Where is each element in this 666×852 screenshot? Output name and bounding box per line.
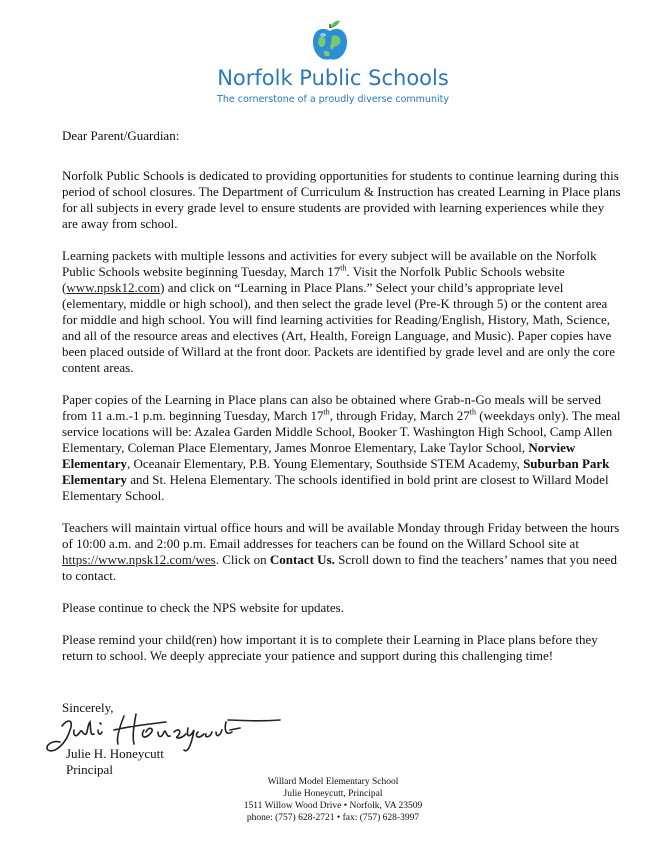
text-run: (weekdays only). The meal service locations will be: Azalea Garden Middle School, Booker T. Washington High School, Camp Allen Elementary, Coleman Place Elementary, James Monroe Elementary, Lake Taylor School, xyxy=(62,408,621,455)
text-run: Teachers will maintain virtual office hours and will be available Monday through Friday between the hours of 10:00 a.m. and 2:00 p.m. Email addresses for teachers can be found on the Willard School site at xyxy=(62,520,620,551)
text-run: and St. Helena Elementary. The schools identified in bold print are closest to Willard Model Elementary School. xyxy=(62,472,609,503)
paragraph-office-hours xyxy=(62,520,622,584)
text-run: Scroll down to find the teachers’ names that you need to contact. xyxy=(62,552,617,583)
paragraph-intro: Norfolk Public Schools is dedicated to providing opportunities for students to continue learning during this period of school closures. The Department of Curriculum & Instruction has created Learning in Place plans for all subjects in every grade level to ensure students are provided with learning experiences while they are away from school. xyxy=(62,168,621,231)
text-run: , through Friday, March 27 xyxy=(329,408,470,423)
paragraph-updates: Please continue to check the NPS website for updates. xyxy=(62,600,344,615)
org-tagline: The cornerstone of a proudly diverse community xyxy=(217,94,449,105)
npsk12-link[interactable]: www.npsk12.com xyxy=(66,280,161,295)
contact-us-text: Contact Us. xyxy=(269,552,335,567)
superscript: th xyxy=(340,263,347,273)
text-run: Paper copies of the Learning in Place plans can also be obtained where Grab-n-Go meals will be served from 11 a.m.-1 p.m. beginning Tuesday, March 17 xyxy=(62,392,601,423)
greeting: Dear Parent/Guardian: xyxy=(62,128,180,143)
paragraph-learning-packets xyxy=(62,248,622,376)
org-name: Norfolk Public Schools xyxy=(217,66,449,90)
closing: Sincerely, xyxy=(62,700,114,715)
text-run: ) and click on “Learning in Place Plans.” Select your child’s appropriate level (elementary, middle or high school), and then select the grade level (Pre-K through 5) or the content area for middle and high school. You will find learning activities for Reading/English, History, Math, Science, and all of the resource areas and electives (Art, Health, Foreign Language, and Music). Paper copies have been placed outside of Willard at the front door. Packets are identified by grade level and are only the core content areas. xyxy=(62,280,615,375)
bold-school-suburban-park: Suburban Park Elementary xyxy=(62,456,610,487)
paragraph-closing-note: Please remind your child(ren) how important it is to complete their Learning in Place plans before they return to school. We deeply appreciate your patience and support during this challenging time! xyxy=(62,632,598,663)
bold-school-norview: Norview Elementary xyxy=(62,440,576,471)
letterhead-footer xyxy=(0,776,666,824)
apple-globe-icon xyxy=(310,18,350,64)
signer-block xyxy=(66,746,164,778)
footer-phone-fax: phone: (757) 628-2721 • fax: (757) 628-3997 xyxy=(246,813,420,823)
text-run: . Visit the Norfolk Public Schools website ( xyxy=(62,264,565,295)
footer-address: 1511 Willow Wood Drive • Norfolk, VA 23509 xyxy=(243,801,423,811)
footer-principal: Julie Honeycutt, Principal xyxy=(283,789,383,799)
superscript: th xyxy=(469,407,476,417)
text-run: Learning packets with multiple lessons and activities for every subject will be available on the Norfolk Public Schools website beginning Tuesday, March 17 xyxy=(62,248,597,279)
footer-school-name: Willard Model Elementary School xyxy=(267,777,399,787)
superscript: th xyxy=(323,407,330,417)
text-run: . Click on xyxy=(215,552,270,567)
letter-body xyxy=(62,118,622,680)
signer-name: Julie H. Honeycutt xyxy=(66,746,164,761)
text-run: , Oceanair Elementary, P.B. Young Elementary, Southside STEM Academy, xyxy=(126,456,524,471)
willard-site-link[interactable]: https://www.npsk12.com/wes xyxy=(62,552,216,567)
signer-title: Principal xyxy=(66,762,113,777)
paragraph-meal-locations xyxy=(62,392,622,504)
